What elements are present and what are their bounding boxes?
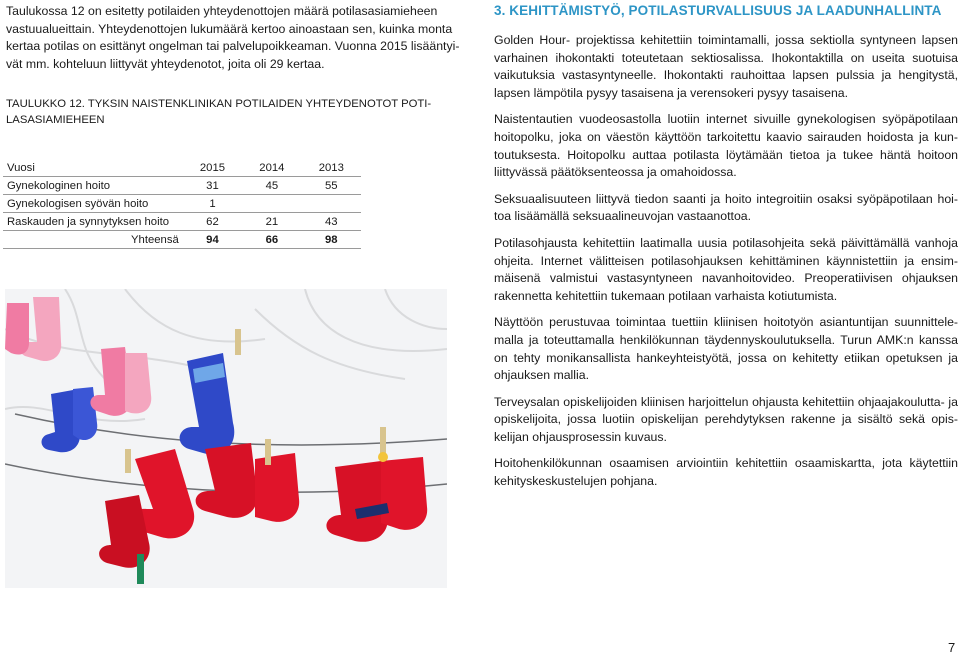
paragraph-students: Terveysalan opiskelijoiden kliinisen harjoittelun ohjausta kehitettiin ohjaajakoulutta- ja opiskelijoita, jossa luotiin opiskelijan perehdytyksen rakenne ja sisältö sekä opis- kelijan ohjausprosessin kuvaus. <box>494 394 958 444</box>
paragraph-evidence: Näyttöön perustuvaa toimintaa tuettiin kliinisen hoitotyön asiantuntijan suunnittele- malla ja toteuttamalla henkilökunnan täydennyskoulutuksella. Turun AMK:n kanssa on tehty monikansallista hankeyhteistyötä, jossa on kehitetty etiikan opetuksen ja ohjauksen mallia. <box>494 315 958 383</box>
caption-line: LASASIAMIEHEEN <box>6 113 105 126</box>
table-caption <box>6 97 456 128</box>
red-sock <box>255 453 299 522</box>
socks-illustration <box>5 289 447 588</box>
table-total-row <box>3 231 361 249</box>
total-cell: 98 <box>302 231 361 249</box>
row-label: Raskauden ja synnytyksen hoito <box>3 213 183 231</box>
paragraph-care-path: Naistentautien vuodeosastolla luotiin internet sivuille gynekologisen syöpäpotilaan hoitopolku, joka on väestön käyttöön tarkoitettu kaavio sairauden hoidosta ja kun- toutuksesta. Hoitopolku auttaa potilasta löytämään tietoa ja tukee häntä hoitoon liittyvässä päätöksenteossa ja omahoidossa. <box>494 112 958 180</box>
intro-line: vastuualueittain. Yhteydenottojen lukumäärä kertoo ainoastaan sen, kuinka monta <box>6 21 453 36</box>
table-cell: 45 <box>242 177 301 195</box>
row-label: Gynekologinen hoito <box>3 177 183 195</box>
header-cell: Vuosi <box>3 159 183 177</box>
pink-sock <box>125 353 151 413</box>
paragraph-golden-hour: Golden Hour- projektissa kehitettiin toimintamalli, jossa sektiolla syntyneen lapsen varhainen ihokontakti toteutetaan sektiosalissa. Ihokontaktilla on useita suotuisa vaikutuksia vastasyntyneelle. Ihokontakti rauhoittaa lapsen pulssia ja hengitystä, lapsen lämpötila pysyy tasaisena ja verensokeri pysyy tasaisena. <box>494 33 958 100</box>
intro-line: vät mm. kohteluun liittyvät yhteydenotot, joita oli 29 kertaa. <box>6 56 325 71</box>
visits-table <box>3 159 361 249</box>
blue-sock <box>73 387 97 440</box>
row-label: Gynekologisen syövän hoito <box>3 195 183 213</box>
table-cell <box>242 195 301 213</box>
knitted-socks-photo <box>5 289 447 588</box>
table-cell: 55 <box>302 177 361 195</box>
table-cell: 43 <box>302 213 361 231</box>
table-cell: 62 <box>183 213 242 231</box>
paragraph-sexuality: Seksuaalisuuteen liittyvä tiedon saanti ja hoito integroitiin osaksi syöpäpotilaan hoi- toa lisäämällä seksuaalineuvojan vastaanottoa. <box>494 191 958 224</box>
header-cell: 2013 <box>302 159 361 177</box>
right-column <box>494 2 958 500</box>
pink-sock <box>5 303 29 355</box>
flower-decoration <box>378 452 388 462</box>
table-cell <box>302 195 361 213</box>
total-cell: 94 <box>183 231 242 249</box>
table-row <box>3 177 361 195</box>
table-row <box>3 213 361 231</box>
red-sock <box>381 457 427 530</box>
header-cell: 2015 <box>183 159 242 177</box>
total-label: Yhteensä <box>3 231 183 249</box>
table-cell: 31 <box>183 177 242 195</box>
table-header-row <box>3 159 361 177</box>
section-heading: 3. KEHITTÄMISTYÖ, POTILASTURVALLISUUS JA LAADUNHALLINTA <box>494 3 942 18</box>
paragraph-competence: Hoitohenkilökunnan osaamisen arviointiin kehitettiin osaamiskartta, jota käytettiin kehityskeskustelujen pohjana. <box>494 456 958 489</box>
table-row <box>3 195 361 213</box>
table-cell: 1 <box>183 195 242 213</box>
page-number: 7 <box>948 640 956 655</box>
caption-line: TAULUKKO 12. TYKSIN NAISTENKLINIKAN POTILAIDEN YHTEYDENOTOT POTI- <box>6 98 432 110</box>
intro-paragraph <box>6 3 468 73</box>
header-cell: 2014 <box>242 159 301 177</box>
intro-line: Taulukossa 12 on esitetty potilaiden yhteydenottojen määrä potilasasiamieheen <box>6 4 438 18</box>
intro-line: kertaa potilas on esittänyt ongelman tai palvelupoikkeaman. Vuonna 2015 lisääntyi- <box>6 39 460 54</box>
paragraph-patient-guidance: Potilasohjausta kehitettiin laatimalla uusia potilasohjeita sekä päivittämällä vanhoja ohjeita. Internet välitteisen potilasohjauksen kehittäminen käynnistettiin ja ensim- mäisenä valmistui vastasyntyneen navanhoitovideo. Preoperatiivisen ohjauksen rakennetta kehitettiin tukemaan potilaan varhaista kotiutumista. <box>494 235 958 303</box>
table-cell: 21 <box>242 213 301 231</box>
total-cell: 66 <box>242 231 301 249</box>
